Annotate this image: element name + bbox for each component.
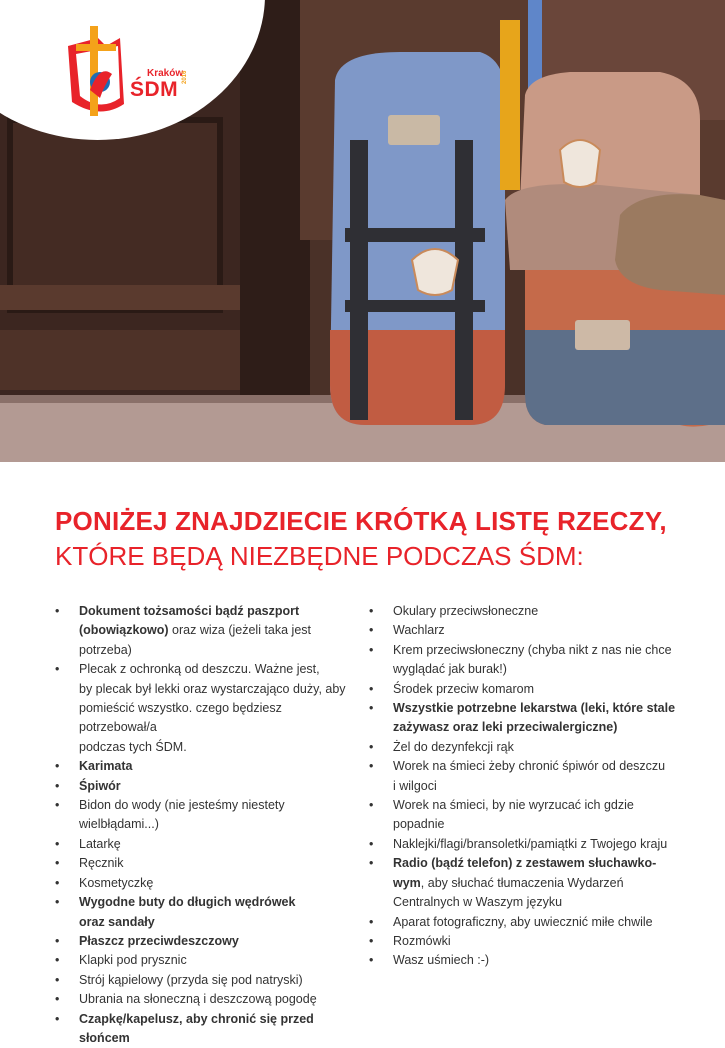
list-item bbox=[369, 738, 679, 757]
bullet-point: • bbox=[369, 759, 374, 774]
list-item-line bbox=[393, 874, 679, 893]
bullet-point: • bbox=[369, 701, 374, 716]
list-item-text: Worek na śmieci, by nie wyrzucać ich gdzie bbox=[393, 798, 634, 813]
list-item-text: Ubrania na słoneczną i deszczową pogodę bbox=[79, 992, 317, 1007]
list-item bbox=[369, 602, 679, 621]
list-item-text: Ręcznik bbox=[79, 856, 124, 871]
bullet-point: • bbox=[55, 875, 60, 890]
list-item-bold-text: Czapkę/kapelusz, aby chronić się przed słońcem bbox=[79, 1011, 314, 1045]
list-item bbox=[55, 854, 355, 873]
list-item-line bbox=[393, 893, 679, 912]
list-item-line bbox=[79, 854, 355, 873]
bullet-point: • bbox=[369, 856, 374, 871]
list-item-line bbox=[79, 680, 355, 699]
list-item-line bbox=[79, 602, 355, 621]
list-item bbox=[55, 835, 355, 854]
headline-line-2: KTÓRE BĘDĄ NIEZBĘDNE PODCZAS ŚDM: bbox=[55, 541, 584, 571]
list-item-bold-text: Wszystkie potrzebne lekarstwa (leki, które stale bbox=[393, 701, 676, 716]
list-item-text: by plecak był lekki oraz wystarczająco duży, aby bbox=[79, 681, 346, 696]
logo-year: 2016 bbox=[182, 70, 188, 84]
list-item bbox=[369, 835, 679, 854]
list-item bbox=[55, 602, 355, 660]
list-item bbox=[369, 854, 679, 912]
list-item-text: pomieścić wszystko. czego będziesz potrzebował/a bbox=[79, 701, 282, 735]
list-item-line bbox=[79, 990, 355, 1009]
list-item-line bbox=[393, 815, 679, 834]
headline bbox=[55, 504, 695, 574]
list-item-text: Wachlarz bbox=[393, 623, 445, 638]
list-item bbox=[369, 680, 679, 699]
list-item bbox=[55, 660, 355, 757]
list-item bbox=[369, 796, 679, 835]
list-item-line bbox=[393, 641, 679, 660]
list-item-line bbox=[79, 893, 355, 912]
list-item-line bbox=[393, 777, 679, 796]
list-item-line bbox=[393, 699, 679, 718]
list-item-bold-text: Śpiwór bbox=[79, 778, 121, 793]
list-item-line bbox=[79, 621, 355, 660]
bullet-point: • bbox=[55, 1011, 60, 1026]
list-item-line bbox=[393, 660, 679, 679]
list-item-line bbox=[393, 796, 679, 815]
list-item bbox=[369, 621, 679, 640]
list-item-bold-text: Dokument tożsamości bądź paszport bbox=[79, 604, 300, 618]
bullet-point: • bbox=[55, 972, 60, 987]
list-item-text: Rozmówki bbox=[393, 933, 451, 948]
bullet-point: • bbox=[369, 953, 374, 968]
list-item-text: Bidon do wody (nie jesteśmy niestety wielbłądami...) bbox=[79, 798, 285, 832]
list-item-line bbox=[79, 699, 355, 738]
list-item bbox=[369, 932, 679, 951]
list-item-text: podczas tych ŚDM. bbox=[79, 739, 187, 754]
list-item-text: Okulary przeciwsłoneczne bbox=[393, 604, 539, 618]
list-item-text: Aparat fotograficzny, aby uwiecznić miłe chwile bbox=[393, 914, 653, 929]
bullet-point: • bbox=[55, 662, 60, 677]
list-item-text: Latarkę bbox=[79, 836, 121, 851]
list-item-text: Strój kąpielowy (przyda się pod natryski) bbox=[79, 972, 303, 987]
bullet-point: • bbox=[55, 856, 60, 871]
list-item-text: Środek przeciw komarom bbox=[393, 681, 535, 696]
list-item bbox=[55, 1010, 355, 1048]
bullet-point: • bbox=[369, 681, 374, 696]
list-item-line bbox=[393, 951, 679, 970]
bullet-point: • bbox=[369, 604, 374, 618]
list-item bbox=[369, 641, 679, 680]
list-item bbox=[55, 777, 355, 796]
list-item-line bbox=[79, 1010, 355, 1048]
bullet-point: • bbox=[55, 895, 60, 910]
bullet-point: • bbox=[369, 836, 374, 851]
packing-list-right bbox=[369, 602, 679, 971]
bullet-point: • bbox=[55, 836, 60, 851]
bullet-point: • bbox=[369, 933, 374, 948]
logo-name: ŚDM bbox=[130, 78, 179, 101]
bullet-point: • bbox=[369, 623, 374, 638]
list-item-line bbox=[79, 660, 355, 679]
list-item-line bbox=[393, 835, 679, 854]
list-item bbox=[55, 757, 355, 776]
list-item bbox=[55, 951, 355, 970]
list-item-text: popadnie bbox=[393, 817, 445, 832]
list-item-text: Centralnych w Waszym języku bbox=[393, 895, 563, 910]
list-item bbox=[369, 699, 679, 738]
bullet-point: • bbox=[369, 914, 374, 929]
list-item-bold-text: zażywasz oraz leki przeciwalergiczne) bbox=[393, 720, 618, 735]
list-item-line bbox=[393, 738, 679, 757]
list-item-line bbox=[393, 932, 679, 951]
list-item-line bbox=[79, 951, 355, 970]
list-item-text: wyglądać jak burak!) bbox=[393, 662, 507, 677]
list-item-text: Kosmetyczkę bbox=[79, 875, 154, 890]
list-item-text: , aby słuchać tłumaczenia Wydarzeń bbox=[420, 875, 624, 890]
list-item-line bbox=[393, 718, 679, 737]
bullet-point: • bbox=[55, 953, 60, 968]
list-item-line bbox=[393, 913, 679, 932]
list-item-line bbox=[79, 796, 355, 835]
list-item-text: Żel do dezynfekcji rąk bbox=[393, 739, 514, 754]
list-item-bold-text: Radio (bądź telefon) z zestawem słuchawko- bbox=[393, 856, 657, 871]
bullet-point: • bbox=[369, 642, 374, 657]
list-item-line bbox=[79, 932, 355, 951]
list-item bbox=[55, 971, 355, 990]
list-item-line bbox=[393, 680, 679, 699]
list-item bbox=[55, 874, 355, 893]
list-item bbox=[369, 757, 679, 796]
bullet-point: • bbox=[369, 798, 374, 813]
list-item-text: i wilgoci bbox=[393, 778, 437, 793]
bullet-point: • bbox=[55, 992, 60, 1007]
bullet-point: • bbox=[55, 759, 60, 774]
list-item bbox=[369, 951, 679, 970]
list-item bbox=[369, 913, 679, 932]
list-item-text: Wasz uśmiech :-) bbox=[393, 953, 490, 968]
list-item bbox=[55, 990, 355, 1009]
list-item-line bbox=[393, 854, 679, 873]
list-item-bold-text: Wygodne buty do długich wędrówek bbox=[79, 895, 296, 910]
list-item-line bbox=[79, 971, 355, 990]
bullet-point: • bbox=[55, 798, 60, 813]
list-item-text: Naklejki/flagi/bransoletki/pamiątki z Twojego kraju bbox=[393, 836, 668, 851]
bullet-point: • bbox=[55, 778, 60, 793]
hero-photo-backpacks bbox=[0, 0, 725, 462]
list-item-text: Krem przeciwsłoneczny (chyba nikt z nas nie chce bbox=[393, 642, 672, 657]
list-item bbox=[55, 893, 355, 932]
list-item-line bbox=[79, 738, 355, 757]
list-item-line bbox=[393, 621, 679, 640]
list-item-bold-text: (obowiązkowo) bbox=[79, 623, 169, 638]
list-item-text: Klapki pod prysznic bbox=[79, 953, 187, 968]
list-item bbox=[55, 932, 355, 951]
bullet-point: • bbox=[55, 933, 60, 948]
list-item-text: oraz wiza (jeżeli taka jest potrzeba) bbox=[79, 623, 311, 657]
logo-city: Kraków bbox=[147, 68, 184, 79]
list-item-text: Plecak z ochronką od deszczu. Ważne jest, bbox=[79, 662, 320, 677]
bullet-point: • bbox=[369, 739, 374, 754]
list-item-bold-text: Płaszcz przeciwdeszczowy bbox=[79, 933, 239, 948]
list-item-line bbox=[79, 757, 355, 776]
list-item-bold-text: wym bbox=[393, 875, 421, 890]
list-item-bold-text: Karimata bbox=[79, 759, 133, 774]
list-item bbox=[55, 796, 355, 835]
list-item-line bbox=[79, 777, 355, 796]
headline-line-1: PONIŻEJ ZNAJDZIECIE KRÓTKĄ LISTĘ RZECZY, bbox=[55, 506, 667, 536]
list-item-bold-text: oraz sandały bbox=[79, 914, 155, 929]
list-item-line bbox=[393, 602, 679, 621]
bullet-point: • bbox=[55, 604, 60, 618]
list-item-line bbox=[79, 913, 355, 932]
packing-list-left bbox=[55, 602, 355, 1048]
list-item-line bbox=[393, 757, 679, 776]
list-item-line bbox=[79, 874, 355, 893]
list-item-line bbox=[79, 835, 355, 854]
list-item-text: Worek na śmieci żeby chronić śpiwór od deszczu bbox=[393, 759, 666, 774]
